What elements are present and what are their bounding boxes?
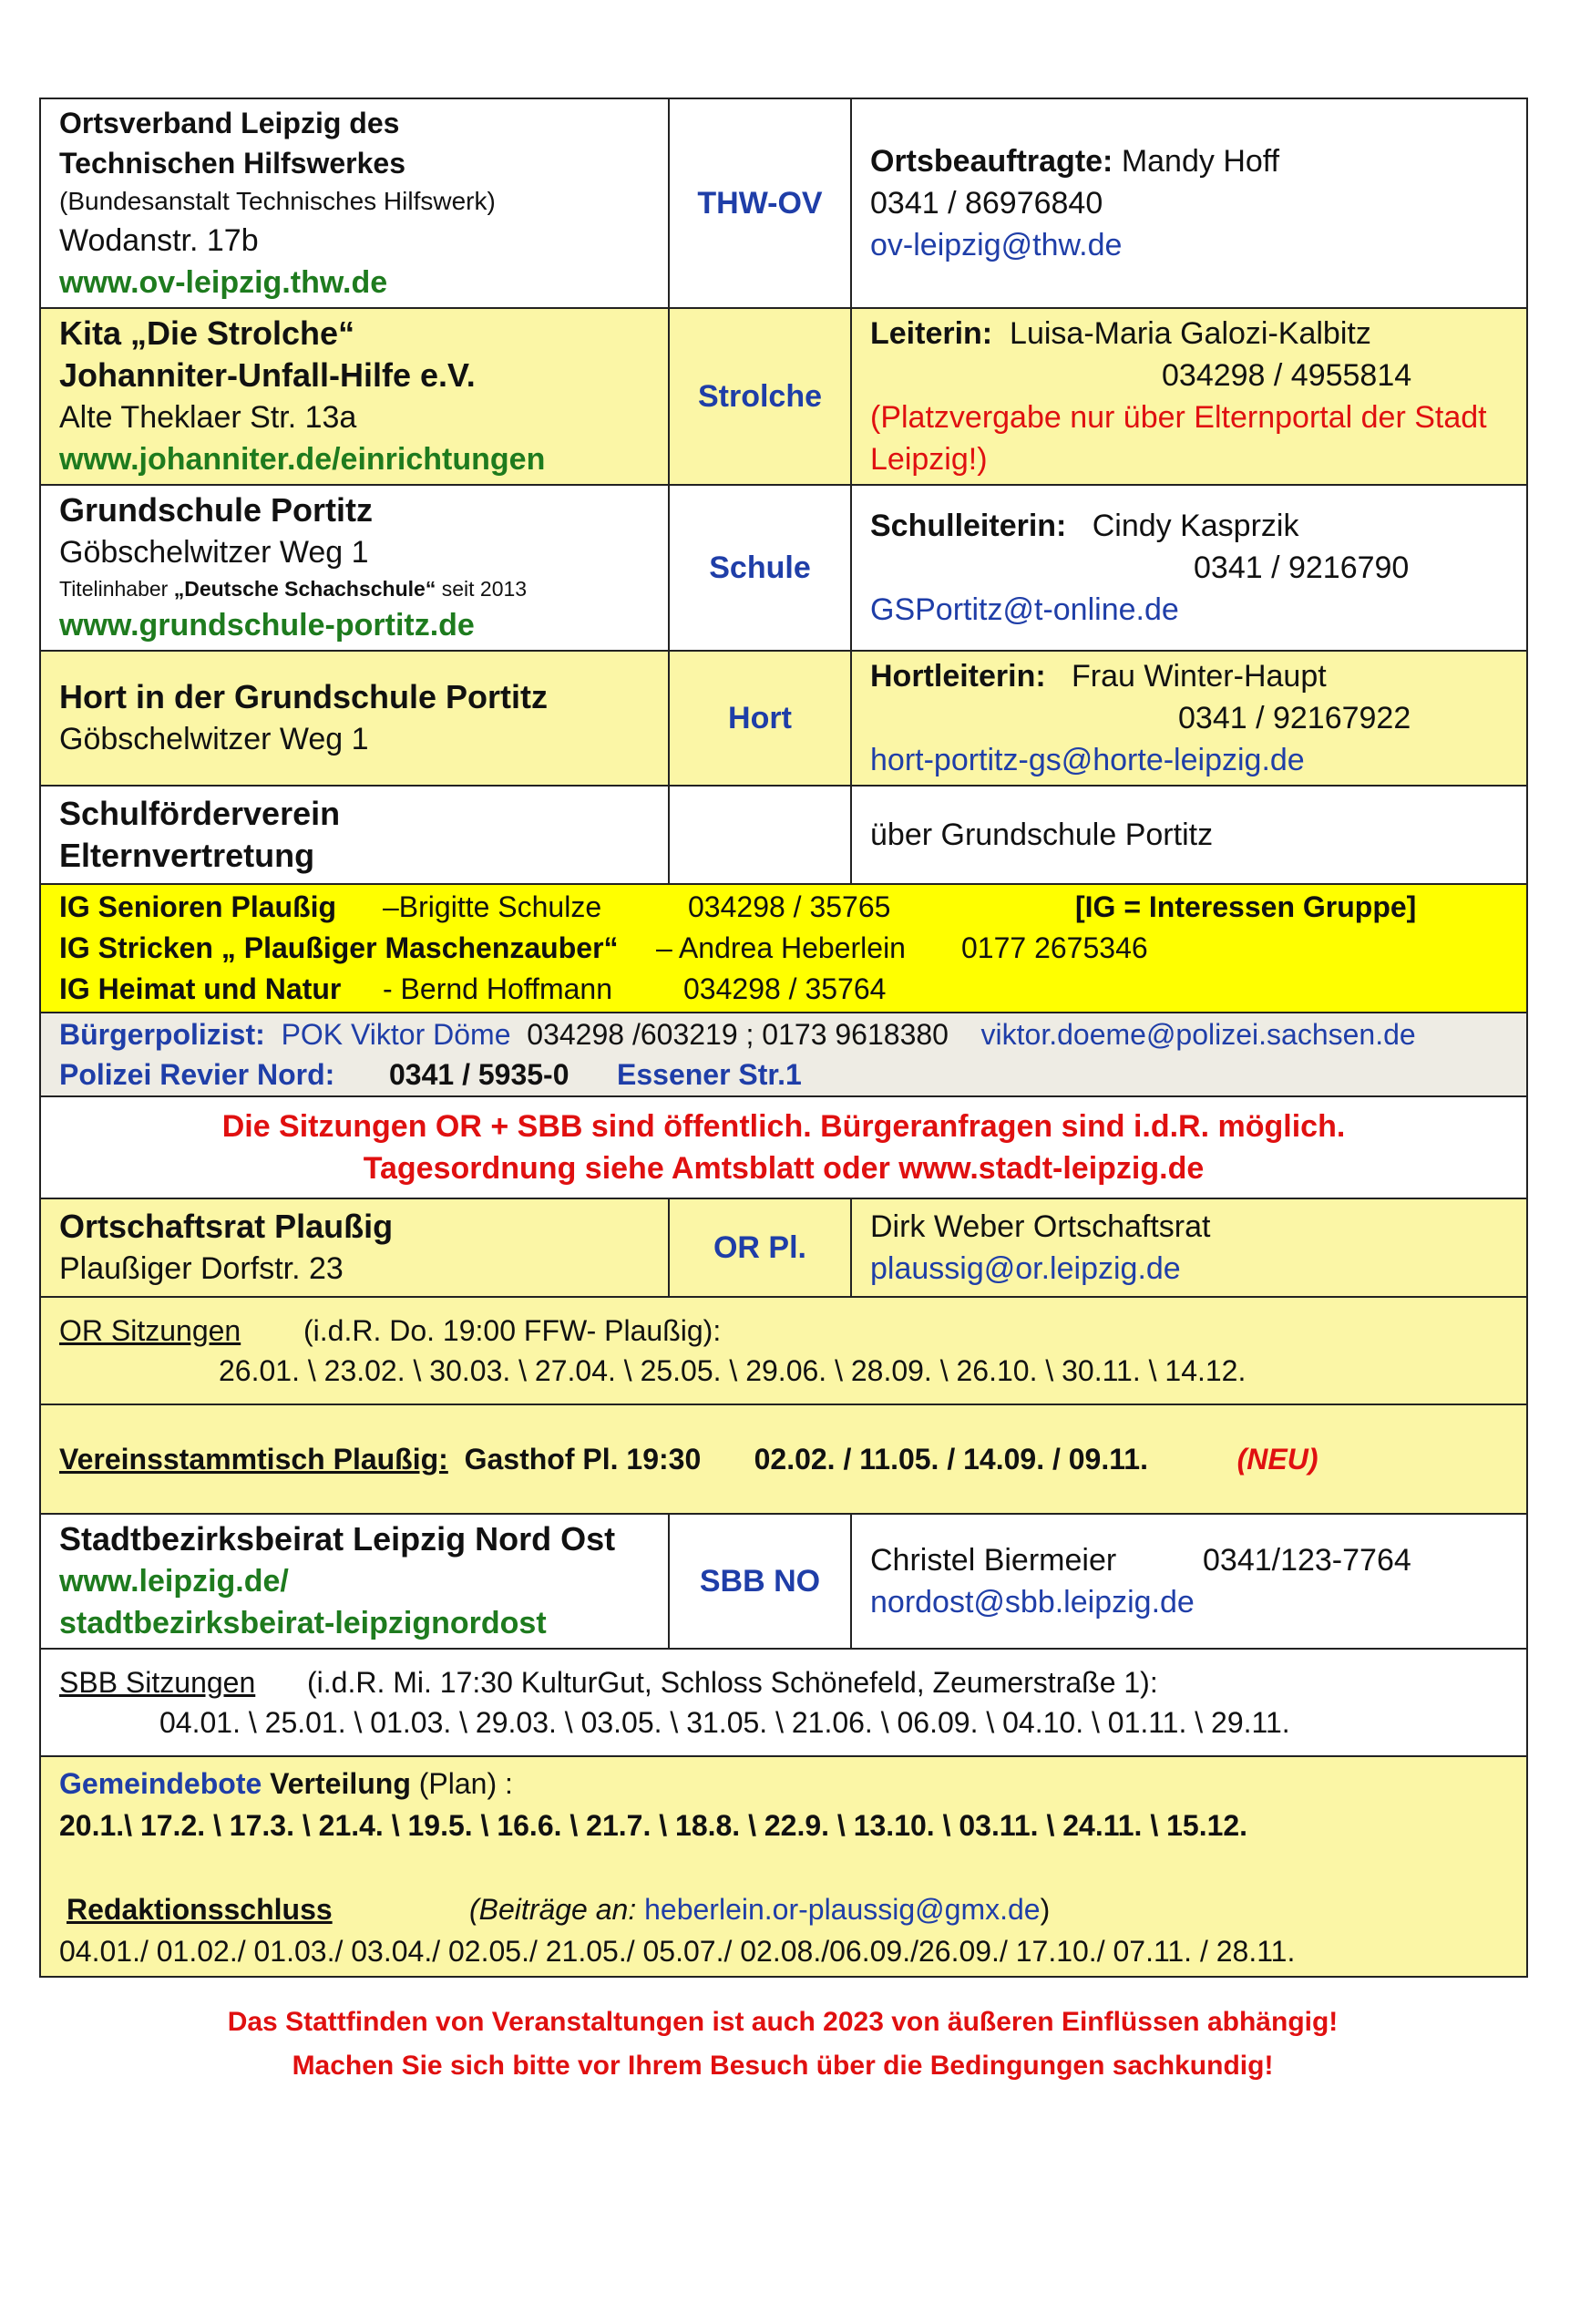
- schule-title-suffix: seit 2013: [436, 577, 528, 601]
- kita-phone: 034298 / 4955814: [1162, 358, 1412, 393]
- stammtisch-dates: 02.02. / 11.05. / 14.09. / 09.11.: [754, 1443, 1148, 1476]
- schule-email-link[interactable]: GSPortitz@t-online.de: [870, 592, 1179, 627]
- stammtisch-label: Vereinsstammtisch Plaußig:: [59, 1443, 448, 1476]
- polizei-name: POK Viktor Döme: [281, 1018, 511, 1051]
- beitraege-email-link[interactable]: heberlein.or-plaussig@gmx.de: [644, 1893, 1041, 1926]
- ig-senioren-person: –Brigitte Schulze: [383, 890, 602, 923]
- or-address: Plaußiger Dorfstr. 23: [59, 1251, 344, 1286]
- polizei-email-link[interactable]: viktor.doeme@polizei.sachsen.de: [980, 1018, 1416, 1051]
- foerder-org-cell: [40, 786, 669, 884]
- sbb-contact-cell: [851, 1514, 1527, 1649]
- ig-note: [IG = Interessen Gruppe]: [1075, 890, 1417, 923]
- row-gemeindebote: [40, 1756, 1527, 1977]
- sbb-sitzungen-dates: 04.01. \ 25.01. \ 01.03. \ 29.03. \ 03.05. \ 31.05. \ 21.06. \ 06.09. \ 04.10. \ 01.11. \ 29.11.: [159, 1706, 1290, 1739]
- schule-contact-name: Cindy Kasprzik: [1092, 509, 1299, 543]
- thw-contact-name: Mandy Hoff: [1121, 144, 1280, 179]
- thw-email-link[interactable]: ov-leipzig@thw.de: [870, 228, 1123, 262]
- row-kita: [40, 308, 1527, 485]
- hort-contact-cell: [851, 651, 1527, 786]
- schule-contact-cell: [851, 485, 1527, 651]
- schule-contact-label: Schulleiterin:: [870, 509, 1067, 543]
- gemeindebote-dates: 20.1.\ 17.2. \ 17.3. \ 21.4. \ 19.5. \ 16.6. \ 21.7. \ 18.8. \ 22.9. \ 13.10. \ 03.11. \ 24.11. \ 15.12.: [59, 1809, 1248, 1842]
- redaktionsschluss-label: Redaktionsschluss: [67, 1893, 333, 1926]
- schule-title-bold: „Deutsche Schachschule“: [173, 577, 436, 601]
- sbb-email-link[interactable]: nordost@sbb.leipzig.de: [870, 1585, 1195, 1620]
- foerder-name-1: Schulförderverein: [59, 795, 341, 832]
- kita-abbr: Strolche: [669, 308, 851, 485]
- row-interest-groups: [40, 884, 1527, 1013]
- schule-name: Grundschule Portitz: [59, 491, 374, 529]
- polizei-cell: [40, 1013, 1527, 1096]
- row-foerderverein: [40, 786, 1527, 884]
- row-thw: [40, 98, 1527, 308]
- sbb-sitzungen-label: SBB Sitzungen: [59, 1666, 256, 1699]
- thw-website-link[interactable]: www.ov-leipzig.thw.de: [59, 265, 388, 300]
- polizei-line-1: [59, 1014, 1508, 1054]
- ig-line-3: [59, 969, 1508, 1010]
- schule-title: [59, 573, 650, 604]
- schule-title-prefix: Titelinhaber: [59, 577, 174, 601]
- kita-org-cell: [40, 308, 669, 485]
- kita-note: (Platzvergabe nur über Elternportal der Stadt Leipzig!): [870, 400, 1487, 477]
- sbb-sitzungen-info: (i.d.R. Mi. 17:30 KulturGut, Schloss Schönefeld, Zeumerstraße 1):: [307, 1666, 1158, 1699]
- or-sitzungen-dates: 26.01. \ 23.02. \ 30.03. \ 27.04. \ 25.05. \ 29.06. \ 28.09. \ 26.10. \ 30.11. \ 14.12.: [219, 1354, 1247, 1387]
- sbb-website-link-2[interactable]: stadtbezirksbeirat-leipzignordost: [59, 1606, 547, 1640]
- or-abbr: OR Pl.: [669, 1198, 851, 1297]
- kita-name-2: Johanniter-Unfall-Hilfe e.V.: [59, 356, 476, 394]
- row-schule: [40, 485, 1527, 651]
- ig-senioren-name: IG Senioren Plaußig: [59, 890, 337, 923]
- thw-name-2: Technischen Hilfswerkes: [59, 147, 405, 180]
- thw-contact-cell: [851, 98, 1527, 308]
- row-or-sitzungen: [40, 1297, 1527, 1404]
- directory-sheet: [39, 98, 1526, 1978]
- row-polizei: [40, 1013, 1527, 1096]
- sbb-contact: Christel Biermeier: [870, 1543, 1117, 1578]
- hort-phone: 0341 / 92167922: [1178, 701, 1411, 735]
- ig-cell: [40, 884, 1527, 1013]
- ig-senioren-phone: 034298 / 35765: [688, 890, 891, 923]
- footer-line-2: Machen Sie sich bitte vor Ihrem Besuch über die Bedingungen sachkundig!: [292, 2051, 1274, 2081]
- redaktionsschluss-dates: 04.01./ 01.02./ 01.03./ 03.04./ 02.05./ 21.05./ 05.07./ 02.08./06.09./26.09./ 17.10./ 07.11. / 28.11.: [59, 1935, 1296, 1968]
- foerder-contact: über Grundschule Portitz: [851, 786, 1527, 884]
- gemeindebote-label: Gemeindebote: [59, 1767, 262, 1800]
- thw-subtitle: (Bundesanstalt Technisches Hilfswerk): [59, 187, 496, 215]
- polizei-label: Bürgerpolizist:: [59, 1018, 265, 1051]
- ig-line-1: [59, 887, 1508, 928]
- thw-name-1: Ortsverband Leipzig des: [59, 107, 400, 139]
- ig-heimat-phone: 034298 / 35764: [683, 972, 887, 1005]
- footer-notice: [39, 2000, 1526, 2088]
- or-sitzungen-info: (i.d.R. Do. 19:00 FFW- Plaußig):: [303, 1314, 722, 1347]
- foerder-abbr-empty: [669, 786, 851, 884]
- schule-phone: 0341 / 9216790: [1194, 550, 1410, 585]
- sbb-abbr: SBB NO: [669, 1514, 851, 1649]
- stammtisch-new: (NEU): [1236, 1443, 1318, 1476]
- stammtisch-place: Gasthof Pl. 19:30: [464, 1443, 702, 1476]
- kita-contact-label: Leiterin:: [870, 316, 993, 351]
- row-stammtisch: [40, 1404, 1527, 1514]
- polizei-line-2: [59, 1054, 1508, 1095]
- hort-email-link[interactable]: hort-portitz-gs@horte-leipzig.de: [870, 743, 1305, 777]
- beitraege-close: ): [1040, 1893, 1051, 1926]
- stammtisch-cell: [40, 1404, 1527, 1514]
- thw-org-cell: [40, 98, 669, 308]
- kita-contact-cell: [851, 308, 1527, 485]
- kita-name-1: Kita „Die Strolche“: [59, 314, 355, 352]
- thw-abbr: THW-OV: [669, 98, 851, 308]
- row-hort: [40, 651, 1527, 786]
- schule-org-cell: [40, 485, 669, 651]
- row-ortschaftsrat: [40, 1198, 1527, 1297]
- row-notice: [40, 1096, 1527, 1198]
- gemeindebote-plan: (Plan) :: [418, 1767, 513, 1800]
- footer-line-1: Das Stattfinden von Veranstaltungen ist auch 2023 von äußeren Einflüssen abhängig!: [227, 2007, 1339, 2037]
- hort-address: Göbschelwitzer Weg 1: [59, 722, 369, 756]
- revier-address: Essener Str.1: [617, 1058, 802, 1091]
- sbb-website-link-1[interactable]: www.leipzig.de/: [59, 1564, 289, 1599]
- notice-line-1: Die Sitzungen OR + SBB sind öffentlich. Bürgeranfragen sind i.d.R. möglich.: [221, 1109, 1346, 1144]
- ig-heimat-person: - Bernd Hoffmann: [383, 972, 612, 1005]
- ig-stricken-name: IG Stricken „ Plaußiger Maschenzauber“: [59, 931, 619, 964]
- or-contact-cell: [851, 1198, 1527, 1297]
- sbb-phone: 0341/123-7764: [1203, 1543, 1411, 1578]
- beitraege-label: (Beiträge an:: [469, 1893, 637, 1926]
- row-sbb-sitzungen: [40, 1649, 1527, 1756]
- polizei-phones: 034298 /603219 ; 0173 9618380: [527, 1018, 949, 1051]
- hort-name: Hort in der Grundschule Portitz: [59, 678, 549, 715]
- directory-table: [39, 98, 1528, 1978]
- kita-website-link[interactable]: www.johanniter.de/einrichtungen: [59, 442, 546, 477]
- notice-cell: [40, 1096, 1527, 1198]
- or-email-link[interactable]: plaussig@or.leipzig.de: [870, 1251, 1181, 1286]
- sbb-org-cell: [40, 1514, 669, 1649]
- schule-address: Göbschelwitzer Weg 1: [59, 535, 369, 570]
- hort-org-cell: [40, 651, 669, 786]
- schule-abbr: Schule: [669, 485, 851, 651]
- sbb-sitzungen-cell: [40, 1649, 1527, 1756]
- hort-contact-name: Frau Winter-Haupt: [1072, 659, 1327, 694]
- hort-abbr: Hort: [669, 651, 851, 786]
- or-name: Ortschaftsrat Plaußig: [59, 1208, 394, 1245]
- ig-stricken-phone: 0177 2675346: [961, 931, 1148, 964]
- or-sitzungen-label: OR Sitzungen: [59, 1314, 241, 1347]
- foerder-name-2: Elternvertretung: [59, 837, 315, 874]
- ig-stricken-person: – Andrea Heberlein: [656, 931, 906, 964]
- ig-line-2: [59, 928, 1508, 969]
- thw-address: Wodanstr. 17b: [59, 223, 259, 258]
- kita-address: Alte Theklaer Str. 13a: [59, 400, 357, 435]
- or-org-cell: [40, 1198, 669, 1297]
- or-sitzungen-cell: [40, 1297, 1527, 1404]
- hort-contact-label: Hortleiterin:: [870, 659, 1046, 694]
- notice-line-2: Tagesordnung siehe Amtsblatt oder www.stadt-leipzig.de: [363, 1151, 1205, 1186]
- or-contact: Dirk Weber Ortschaftsrat: [870, 1209, 1211, 1244]
- row-sbb: [40, 1514, 1527, 1649]
- sbb-name: Stadtbezirksbeirat Leipzig Nord Ost: [59, 1520, 616, 1558]
- thw-phone: 0341 / 86976840: [870, 186, 1103, 221]
- revier-label: Polizei Revier Nord:: [59, 1058, 335, 1091]
- ig-heimat-name: IG Heimat und Natur: [59, 972, 342, 1005]
- gemeindebote-verteilung: Verteilung: [270, 1767, 411, 1800]
- gemeindebote-cell: [40, 1756, 1527, 1977]
- thw-contact-label: Ortsbeauftragte:: [870, 144, 1113, 179]
- schule-website-link[interactable]: www.grundschule-portitz.de: [59, 608, 475, 643]
- revier-phone: 0341 / 5935-0: [389, 1058, 569, 1091]
- kita-contact-name: Luisa-Maria Galozi-Kalbitz: [1010, 316, 1371, 351]
